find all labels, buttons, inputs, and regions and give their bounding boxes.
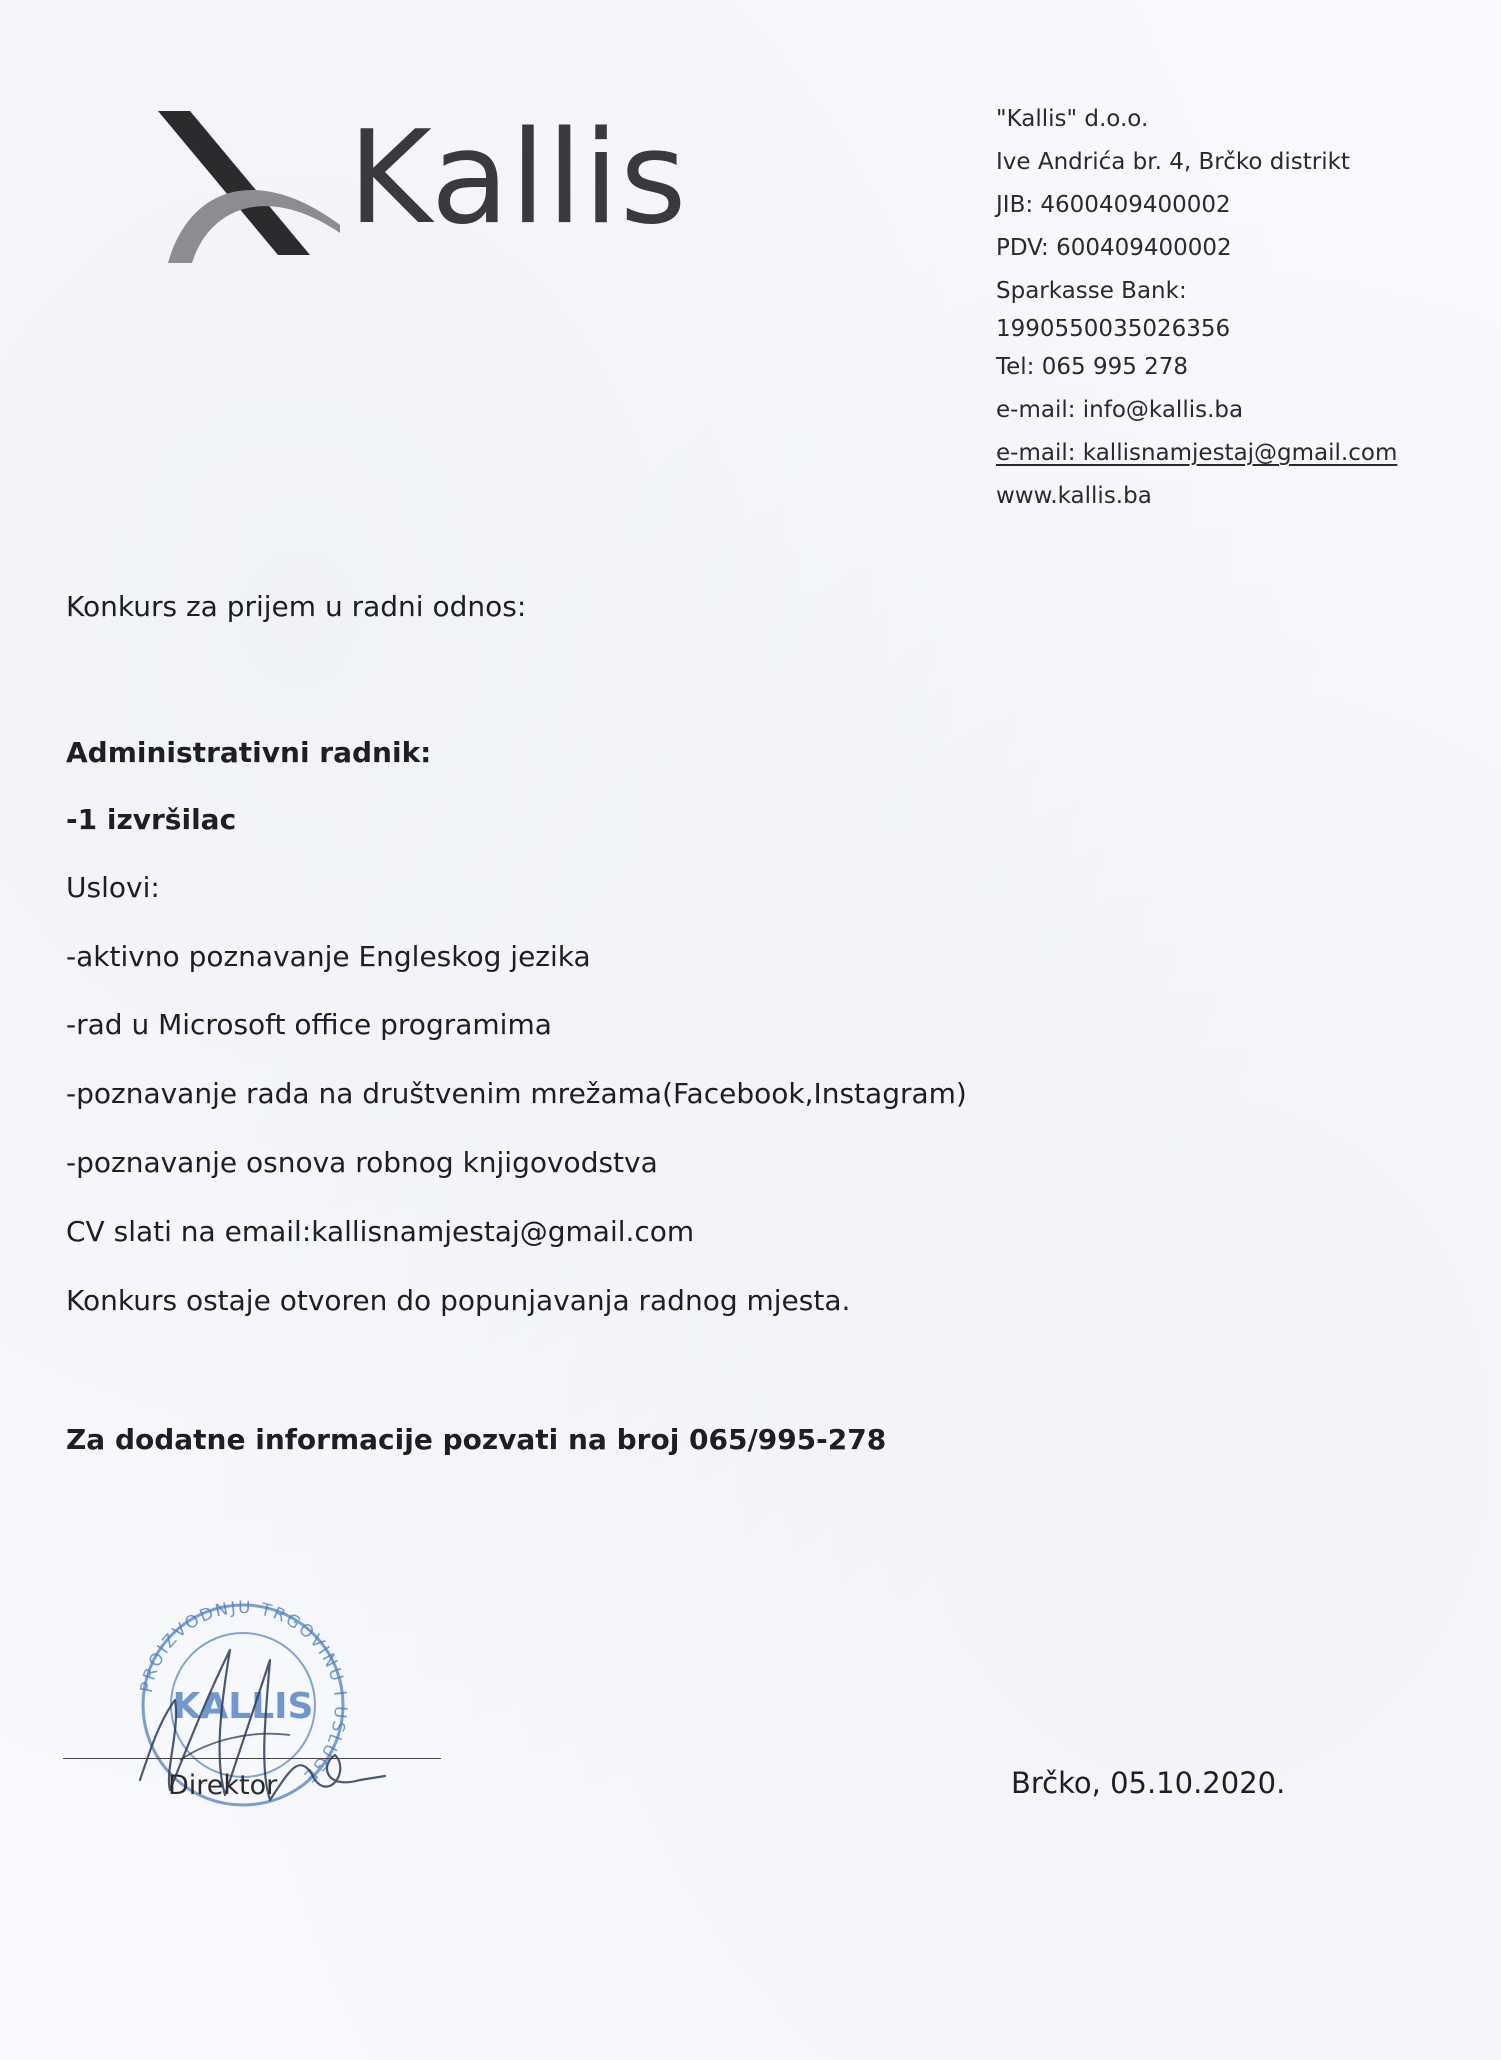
director-label: Direktor: [168, 1770, 278, 1801]
stamp-ring-text: PROIZVODNJU TRGOVINU I USLUGE: [136, 1600, 351, 1788]
position-count: -1 izvršilac: [66, 803, 237, 836]
cv-instruction: CV slati na email:kallisnamjestaj@gmail.com: [66, 1215, 695, 1248]
condition-item: -poznavanje osnova robnog knjigovodstva: [66, 1146, 658, 1179]
condition-item: -rad u Microsoft office programima: [66, 1008, 552, 1041]
signature-line: [63, 1758, 441, 1759]
condition-item: -aktivno poznavanje Engleskog jezika: [66, 940, 591, 973]
position-title: Administrativni radnik:: [66, 736, 432, 769]
company-logo: [150, 105, 750, 285]
company-email-gmail: e-mail: kallisnamjestaj@gmail.com: [996, 440, 1398, 466]
contact-line: Za dodatne informacije pozvati na broj 065/995-278: [66, 1423, 887, 1456]
place-and-date: Brčko, 05.10.2020.: [1011, 1766, 1286, 1800]
kallis-x-swoosh-icon: [150, 105, 350, 285]
conditions-label: Uslovi:: [66, 871, 160, 904]
intro-text: Konkurs za prijem u radni odnos:: [66, 590, 527, 623]
company-address: Ive Andrića br. 4, Brčko distrikt: [996, 149, 1350, 175]
company-name: "Kallis" d.o.o.: [996, 106, 1149, 132]
company-pdv: PDV: 600409400002: [996, 235, 1232, 261]
company-email-info: e-mail: info@kallis.ba: [996, 397, 1244, 423]
company-website: www.kallis.ba: [996, 483, 1152, 509]
company-bank-account: 1990550035026356: [996, 316, 1231, 342]
stamp-center-text: KALLIS: [172, 1686, 314, 1727]
open-until-note: Konkurs ostaje otvoren do popunjavanja radnog mjesta.: [66, 1284, 851, 1317]
company-info-block: [996, 98, 1456, 518]
condition-item: -poznavanje rada na društvenim mrežama(Facebook,Instagram): [66, 1077, 967, 1110]
company-tel: Tel: 065 995 278: [996, 354, 1189, 380]
logo-wordmark: Kallis: [348, 104, 688, 253]
company-jib: JIB: 4600409400002: [996, 192, 1231, 218]
company-bank-name: Sparkasse Bank:: [996, 278, 1187, 304]
